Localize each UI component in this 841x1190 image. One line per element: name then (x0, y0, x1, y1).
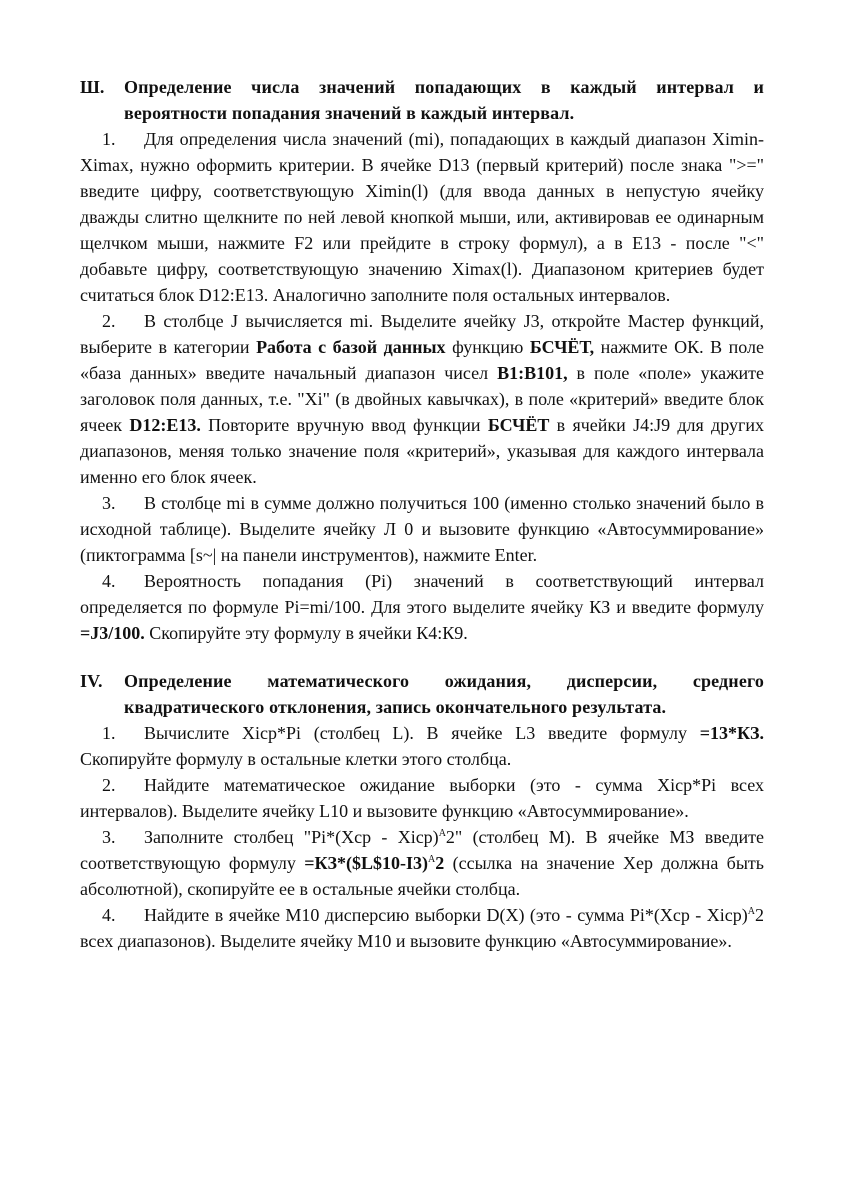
section-3-item-4 (80, 568, 764, 646)
item-text: В столбце mi в сумме должно получиться 100 (именно столько значений было в исходной таблице). Выделите ячейку Л 0 и вызовите функцию «Автосуммирование» (пиктограмма [s~| на панели инструментов), нажмите Enter. (80, 493, 764, 565)
item-number: 2. (102, 311, 116, 331)
formula: =КЗ*($L$10-I3) (304, 853, 429, 873)
section-3-title: Определение числа значений попадающих в каждый интервал и вероятности попадания значений в каждый интервал. (124, 77, 764, 123)
section-4-item-2 (80, 772, 764, 824)
section-4-item-1 (80, 720, 764, 772)
item-text: Найдите математическое ожидание выборки (это - сумма Xicp*Pi всех интервалов). Выделите ячейку L10 и вызовите функцию «Автосуммирование». (80, 775, 764, 821)
item-number: 1. (102, 723, 116, 743)
section-4-title: Определение математического ожидания, дисперсии, среднего квадратического отклонения, запись окончательного результата. (124, 671, 764, 717)
section-4-item-4 (80, 902, 764, 954)
formula: =13*КЗ. (699, 723, 764, 743)
section-3-number: Ш. (80, 77, 105, 97)
item-number: 3. (102, 827, 116, 847)
section-4-number: IV. (80, 671, 103, 691)
section-3-item-3 (80, 490, 764, 568)
item-number: 3. (102, 493, 116, 513)
item-text: 2 всех диапазонов). Выделите ячейку М10 и вызовите функцию «Автосуммирование». (80, 905, 764, 951)
item-text: функцию (445, 337, 530, 357)
item-number: 4. (102, 571, 116, 591)
category-name: Работа с базой данных (256, 337, 446, 357)
item-text: Вычислите Xicp*Pi (столбец L). В ячейке L3 введите формулу (144, 723, 700, 743)
item-text: (ссылка на значение Хер должна быть абсолютной), скопируйте ее в остальные ячейки столбца. (80, 853, 765, 899)
item-text: Повторите вручную ввод функции (200, 415, 488, 435)
document-page (80, 74, 764, 954)
section-3-item-1 (80, 126, 764, 308)
superscript: A (438, 828, 446, 839)
item-number: 2. (102, 775, 116, 795)
formula-exponent: 2 (435, 853, 445, 873)
criteria-block: D12:E13. (129, 415, 201, 435)
section-4-heading (80, 668, 764, 720)
item-text: Для определения числа значений (mi), попадающих в каждый диапазон Ximin-Ximax, нужно оформить критерии. В ячейке D13 (первый критерий) после знака ">=" введите цифру, соответствующую Ximin(l) (для ввода данных в непустую ячейку дважды слитно щелкните по ней левой кнопкой мыши, или, активировав ее одинарным щелчком мыши, нажмите F2 или прейдите в строку формул), а в Е13 - после "<" добавьте цифру, соответствующую значению Ximax(l). Диапазоном критериев будет считаться блок D12:E13. Аналогично заполните поля остальных интервалов. (80, 129, 764, 305)
function-name: БСЧЁТ (487, 415, 550, 435)
item-text: Найдите в ячейке М10 дисперсию выборки D(X) (это - сумма Pi*(Xcp - Xicp) (144, 905, 748, 925)
item-number: 1. (102, 129, 116, 149)
item-text: 2" (столбец М). В ячейке МЗ введите соответствующую формулу (80, 827, 765, 873)
range-reference: В1:В101, (497, 363, 568, 383)
item-text: нажмите ОК. В поле «база данных» введите начальный диапазон чисел (80, 337, 764, 383)
item-text: Заполните столбец "Pi*(Xcp - Xicp) (144, 827, 439, 847)
item-text: Скопируйте формулу в остальные клетки этого столбца. (80, 749, 512, 769)
formula: =J3/100. (80, 623, 145, 643)
section-4-item-3 (80, 824, 764, 902)
item-text: Вероятность попадания (Pi) значений в соответствующий интервал определяется по формуле Pi=mi/100. Для этого выделите ячейку КЗ и введите формулу (80, 571, 764, 617)
item-text: в ячейки J4:J9 для других диапазонов, меняя только значение поля «критерий», указывая для каждого интервала именно его блок ячеек. (80, 415, 764, 487)
section-3-heading (80, 74, 764, 126)
item-text: Скопируйте эту формулу в ячейки К4:К9. (144, 623, 468, 643)
item-number: 4. (102, 905, 116, 925)
superscript: A (428, 854, 436, 865)
superscript: A (747, 906, 755, 917)
section-spacer (80, 646, 764, 668)
item-text: в поле «поле» укажите заголовок поля данных, т.е. "Xi" (в двойных кавычках), в поле «критерий» введите блок ячеек (80, 363, 764, 435)
item-text: В столбце J вычисляется mi. Выделите ячейку J3, откройте Мастер функций, выберите в категории (80, 311, 764, 357)
function-name: БСЧЁТ, (529, 337, 595, 357)
section-3-item-2 (80, 308, 764, 490)
